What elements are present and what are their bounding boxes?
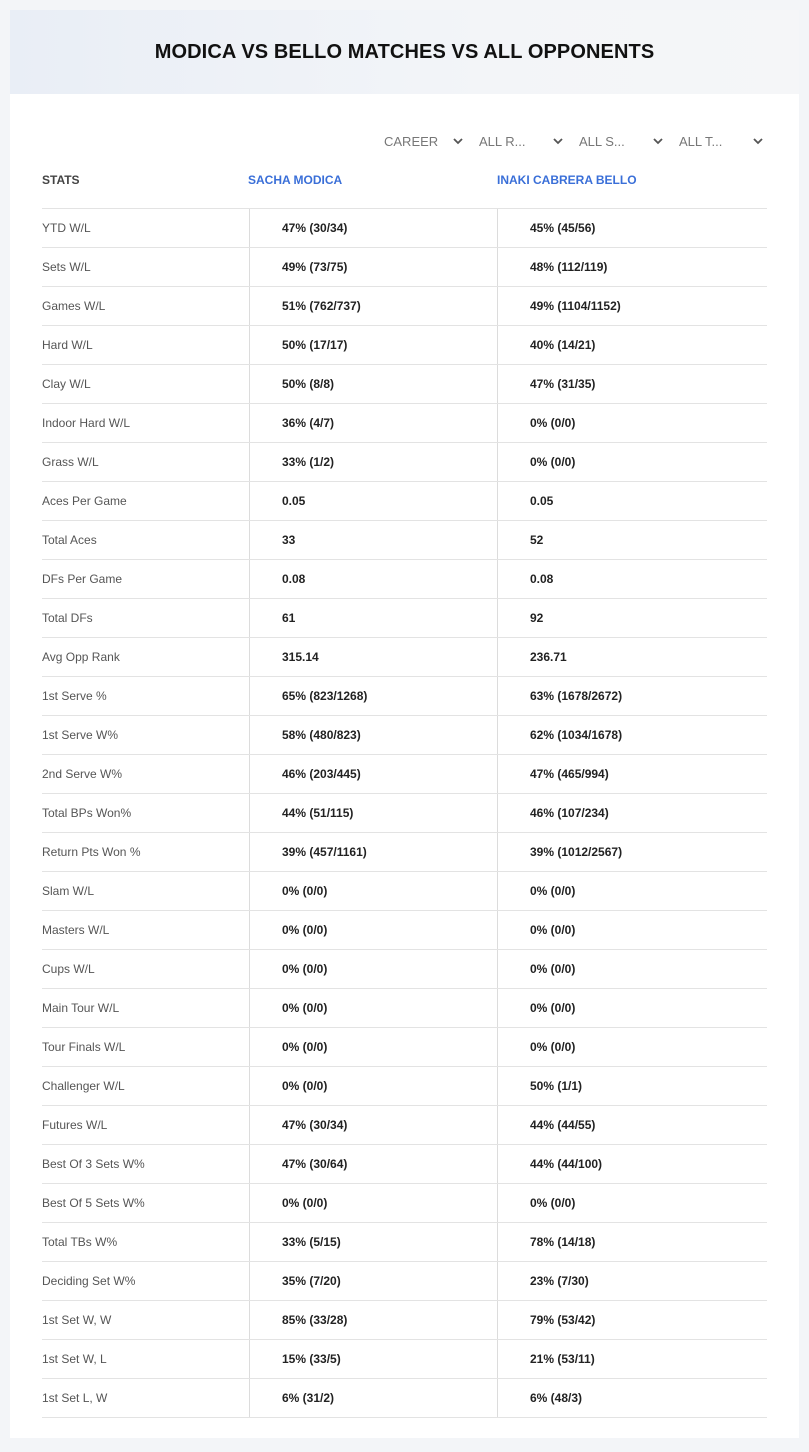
table-row <box>42 1340 767 1379</box>
player2-stat-value: 0% (0/0) <box>497 1184 767 1222</box>
player2-stat-value: 52 <box>497 521 767 559</box>
filter-dropdown-surface[interactable] <box>579 128 664 154</box>
table-row <box>42 1379 767 1418</box>
stat-label: DFs Per Game <box>42 572 123 586</box>
chevron-down-icon <box>652 135 664 147</box>
stat-label: Challenger W/L <box>42 1079 125 1093</box>
player2-stat-value: 0% (0/0) <box>497 911 767 949</box>
stat-label: Total DFs <box>42 611 93 625</box>
filter-dropdown-period[interactable] <box>384 128 464 154</box>
stat-label: Slam W/L <box>42 884 95 898</box>
player1-stat-value: 0% (0/0) <box>249 1067 497 1105</box>
table-row <box>42 1145 767 1184</box>
stat-label: Avg Opp Rank <box>42 650 120 664</box>
player1-stat-value: 51% (762/737) <box>249 287 497 325</box>
table-row <box>42 599 767 638</box>
page-title: MODICA VS BELLO MATCHES VS ALL OPPONENTS <box>154 40 655 63</box>
player2-stat-value: 62% (1034/1678) <box>497 716 767 754</box>
table-row <box>42 872 767 911</box>
table-row <box>42 1262 767 1301</box>
column-header-stats: STATS <box>42 173 80 187</box>
card-header <box>10 10 799 94</box>
stat-label: Sets W/L <box>42 260 91 274</box>
player1-stat-value: 61 <box>249 599 497 637</box>
stat-label: Games W/L <box>42 299 106 313</box>
player1-stat-value: 0% (0/0) <box>249 989 497 1027</box>
table-row <box>42 287 767 326</box>
player2-stat-value: 50% (1/1) <box>497 1067 767 1105</box>
table-row <box>42 248 767 287</box>
stat-label: 2nd Serve W% <box>42 767 123 781</box>
stat-label: Hard W/L <box>42 338 93 352</box>
table-row <box>42 794 767 833</box>
stat-label: 1st Set L, W <box>42 1391 108 1405</box>
table-row <box>42 404 767 443</box>
player2-stat-value: 46% (107/234) <box>497 794 767 832</box>
stat-label: Best Of 3 Sets W% <box>42 1157 145 1171</box>
table-row <box>42 482 767 521</box>
player2-stat-value: 40% (14/21) <box>497 326 767 364</box>
column-header-player1-link[interactable]: SACHA MODICA <box>248 173 343 187</box>
stat-label: 1st Serve W% <box>42 728 119 742</box>
player1-stat-value: 15% (33/5) <box>249 1340 497 1378</box>
stat-label: Grass W/L <box>42 455 99 469</box>
table-row <box>42 1301 767 1340</box>
player1-stat-value: 0.05 <box>249 482 497 520</box>
player1-stat-value: 49% (73/75) <box>249 248 497 286</box>
filter-dropdown-tournament[interactable] <box>679 128 764 154</box>
filter-dropdown-round[interactable] <box>479 128 564 154</box>
stat-label: Cups W/L <box>42 962 95 976</box>
chevron-down-icon <box>552 135 564 147</box>
player1-stat-value: 50% (8/8) <box>249 365 497 403</box>
player1-stat-value: 315.14 <box>249 638 497 676</box>
filter-label: ALL T... <box>679 133 723 149</box>
player2-stat-value: 6% (48/3) <box>497 1379 767 1417</box>
stat-label: Deciding Set W% <box>42 1274 136 1288</box>
table-row <box>42 1223 767 1262</box>
player2-stat-value: 0% (0/0) <box>497 872 767 910</box>
player2-stat-value: 48% (112/119) <box>497 248 767 286</box>
player2-stat-value: 23% (7/30) <box>497 1262 767 1300</box>
table-row <box>42 326 767 365</box>
player2-stat-value: 39% (1012/2567) <box>497 833 767 871</box>
player2-stat-value: 0% (0/0) <box>497 404 767 442</box>
stat-label: Total BPs Won% <box>42 806 132 820</box>
table-row <box>42 989 767 1028</box>
stat-label: 1st Set W, L <box>42 1352 107 1366</box>
table-row <box>42 950 767 989</box>
player1-stat-value: 85% (33/28) <box>249 1301 497 1339</box>
stat-label: Clay W/L <box>42 377 91 391</box>
player1-stat-value: 0% (0/0) <box>249 911 497 949</box>
player2-stat-value: 0.08 <box>497 560 767 598</box>
table-row <box>42 1106 767 1145</box>
table-row <box>42 521 767 560</box>
player1-stat-value: 50% (17/17) <box>249 326 497 364</box>
player1-stat-value: 58% (480/823) <box>249 716 497 754</box>
stat-label: Main Tour W/L <box>42 1001 120 1015</box>
table-row <box>42 755 767 794</box>
chevron-down-icon <box>752 135 764 147</box>
stat-label: Aces Per Game <box>42 494 127 508</box>
player1-stat-value: 46% (203/445) <box>249 755 497 793</box>
player1-stat-value: 65% (823/1268) <box>249 677 497 715</box>
player1-stat-value: 44% (51/115) <box>249 794 497 832</box>
stat-label: Total TBs W% <box>42 1235 118 1249</box>
player2-stat-value: 49% (1104/1152) <box>497 287 767 325</box>
player1-stat-value: 47% (30/34) <box>249 1106 497 1144</box>
table-row <box>42 833 767 872</box>
player2-stat-value: 47% (465/994) <box>497 755 767 793</box>
player1-stat-value: 0% (0/0) <box>249 1184 497 1222</box>
player1-stat-value: 39% (457/1161) <box>249 833 497 871</box>
stat-label: Indoor Hard W/L <box>42 416 131 430</box>
player1-stat-value: 47% (30/34) <box>249 209 497 247</box>
player1-stat-value: 35% (7/20) <box>249 1262 497 1300</box>
stat-label: Best Of 5 Sets W% <box>42 1196 145 1210</box>
player2-stat-value: 0% (0/0) <box>497 950 767 988</box>
player1-stat-value: 33 <box>249 521 497 559</box>
table-row <box>42 677 767 716</box>
table-row <box>42 1067 767 1106</box>
player2-stat-value: 236.71 <box>497 638 767 676</box>
player2-stat-value: 0.05 <box>497 482 767 520</box>
player2-stat-value: 0% (0/0) <box>497 989 767 1027</box>
stat-label: Tour Finals W/L <box>42 1040 126 1054</box>
player2-stat-value: 47% (31/35) <box>497 365 767 403</box>
table-row <box>42 443 767 482</box>
player2-stat-value: 78% (14/18) <box>497 1223 767 1261</box>
player1-stat-value: 0.08 <box>249 560 497 598</box>
stat-label: YTD W/L <box>42 221 91 235</box>
table-row <box>42 1028 767 1067</box>
table-row <box>42 209 767 248</box>
player2-stat-value: 21% (53/11) <box>497 1340 767 1378</box>
player2-stat-value: 44% (44/100) <box>497 1145 767 1183</box>
stat-label: Return Pts Won % <box>42 845 141 859</box>
table-row <box>42 365 767 404</box>
stat-label: 1st Serve % <box>42 689 107 703</box>
player2-stat-value: 0% (0/0) <box>497 1028 767 1066</box>
filter-label: ALL S... <box>579 133 625 149</box>
filter-label: ALL R... <box>479 133 526 149</box>
table-row <box>42 716 767 755</box>
stat-label: Total Aces <box>42 533 97 547</box>
player1-stat-value: 33% (5/15) <box>249 1223 497 1261</box>
player1-stat-value: 33% (1/2) <box>249 443 497 481</box>
filter-label: CAREER <box>384 133 439 149</box>
player2-stat-value: 79% (53/42) <box>497 1301 767 1339</box>
table-row <box>42 560 767 599</box>
stats-card <box>10 10 799 1438</box>
player2-stat-value: 63% (1678/2672) <box>497 677 767 715</box>
chevron-down-icon <box>452 135 464 147</box>
stat-label: Masters W/L <box>42 923 110 937</box>
table-row <box>42 1184 767 1223</box>
table-row <box>42 638 767 677</box>
stat-label: Futures W/L <box>42 1118 108 1132</box>
player1-stat-value: 36% (4/7) <box>249 404 497 442</box>
player1-stat-value: 0% (0/0) <box>249 872 497 910</box>
player2-stat-value: 45% (45/56) <box>497 209 767 247</box>
filter-bar <box>10 128 799 154</box>
column-header-player2-link[interactable]: INAKI CABRERA BELLO <box>497 173 637 187</box>
stat-label: 1st Set W, W <box>42 1313 112 1327</box>
player1-stat-value: 6% (31/2) <box>249 1379 497 1417</box>
player2-stat-value: 92 <box>497 599 767 637</box>
player2-stat-value: 44% (44/55) <box>497 1106 767 1144</box>
player1-stat-value: 0% (0/0) <box>249 950 497 988</box>
stats-table <box>42 208 767 1418</box>
player1-stat-value: 0% (0/0) <box>249 1028 497 1066</box>
player2-stat-value: 0% (0/0) <box>497 443 767 481</box>
player1-stat-value: 47% (30/64) <box>249 1145 497 1183</box>
table-row <box>42 911 767 950</box>
